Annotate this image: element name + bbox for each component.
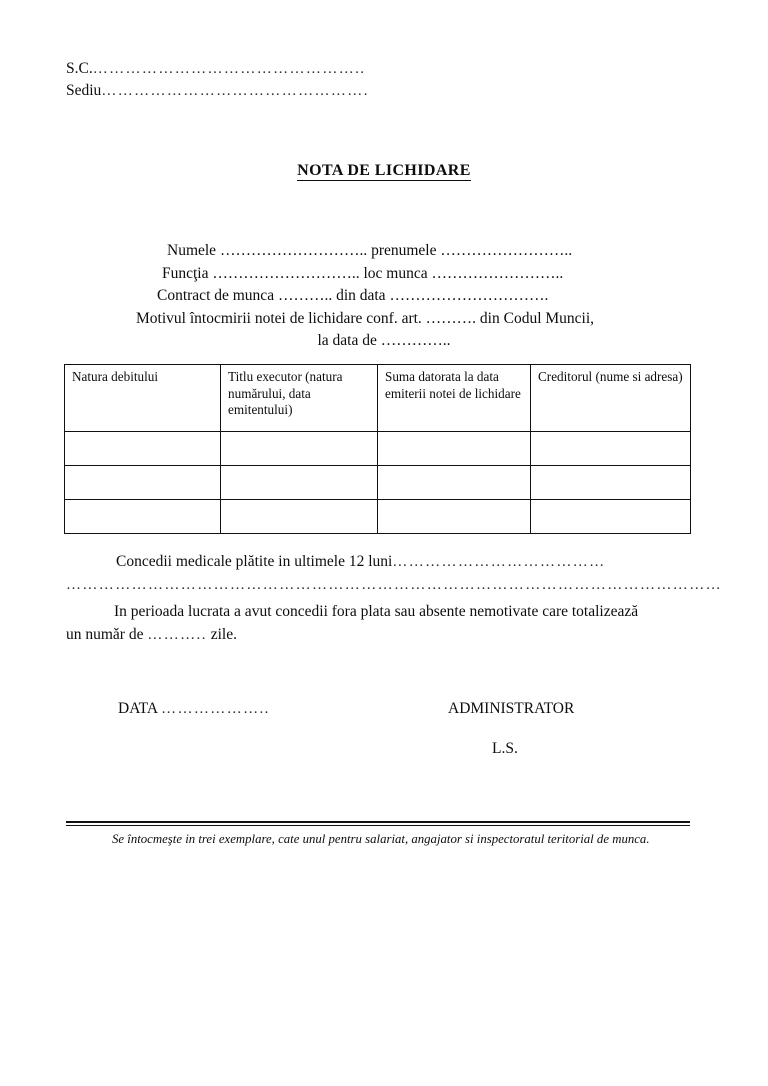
date-field[interactable] bbox=[118, 700, 270, 718]
company-address-row bbox=[66, 80, 686, 102]
table-row bbox=[65, 500, 691, 534]
field-row-function: Funcţia ……………………….. loc munca …………………….. bbox=[162, 264, 564, 282]
company-address-label: Sediu bbox=[66, 82, 102, 99]
page-title bbox=[0, 162, 768, 180]
footer-note: Se întocmeşte in trei exemplare, cate unul pentru salariat, angajator si inspectoratul teritorial de munca. bbox=[112, 832, 650, 846]
unpaid-leave-days-line bbox=[66, 623, 732, 647]
company-name-leader: ………………………………………….. bbox=[92, 61, 366, 77]
table-cell[interactable] bbox=[378, 500, 531, 534]
date-leader: ……………….. bbox=[161, 701, 270, 717]
stamp-label: L.S. bbox=[492, 740, 518, 757]
table-cell[interactable] bbox=[221, 432, 378, 466]
unpaid-leave-days-suffix: zile. bbox=[210, 626, 237, 643]
table-column-header-title-executor bbox=[221, 365, 378, 432]
table-cell[interactable] bbox=[531, 432, 691, 466]
company-header bbox=[66, 58, 686, 102]
table-header-row bbox=[65, 365, 691, 432]
table-column-header-nature bbox=[65, 365, 221, 432]
table-row bbox=[65, 466, 691, 500]
company-name-row bbox=[66, 58, 686, 80]
unpaid-leave-days-leader: ……….. bbox=[147, 627, 207, 643]
table-column-header-nature-text: Natura debitului bbox=[72, 369, 159, 384]
medical-leave-leader: ………………………………… bbox=[392, 554, 606, 570]
table-cell[interactable] bbox=[531, 500, 691, 534]
field-row-name: Numele ……………………….. prenumele …………………….. bbox=[167, 242, 573, 259]
table-column-header-title-executor-text: Titlu executor (natura numărului, data emitentului) bbox=[228, 369, 343, 417]
page-title-text: NOTA DE LICHIDARE bbox=[297, 162, 471, 179]
table-cell[interactable] bbox=[531, 466, 691, 500]
table-column-header-amount-text: Suma datorata la data emiterii notei de lichidare bbox=[385, 369, 521, 401]
company-name-label: S.C. bbox=[66, 60, 93, 77]
table-cell[interactable] bbox=[65, 466, 221, 500]
field-row-contract: Contract de munca ……….. din data …………………………. bbox=[157, 287, 549, 304]
table-column-header-creditor-text: Creditorul (nume si adresa) bbox=[538, 369, 683, 384]
debt-table bbox=[64, 364, 691, 534]
medical-leave-continuation-leader: ………………………………………………………………………………………………………… bbox=[66, 577, 722, 593]
identification-block bbox=[0, 240, 768, 353]
footer-divider bbox=[66, 821, 690, 826]
table-cell[interactable] bbox=[65, 432, 221, 466]
administrator-label: ADMINISTRATOR bbox=[448, 700, 575, 717]
signature-row bbox=[0, 700, 768, 740]
unpaid-leave-block bbox=[66, 600, 732, 647]
medical-leave-label: Concedii medicale plătite in ultimele 12 luni bbox=[116, 553, 393, 570]
medical-leave-block bbox=[66, 551, 722, 595]
table-cell[interactable] bbox=[378, 432, 531, 466]
table-cell[interactable] bbox=[221, 466, 378, 500]
unpaid-leave-paragraph: In perioada lucrata a avut concedii fora plata sau absente nemotivate care totalizează bbox=[114, 603, 639, 620]
date-label: DATA bbox=[118, 700, 158, 717]
table-column-header-amount bbox=[378, 365, 531, 432]
company-address-leader: …………………………………………. bbox=[101, 83, 369, 99]
table-column-header-creditor bbox=[531, 365, 691, 432]
table-cell[interactable] bbox=[221, 500, 378, 534]
medical-leave-line bbox=[66, 551, 706, 573]
signature-block bbox=[0, 700, 768, 757]
unpaid-leave-days-label: un numǎr de bbox=[66, 626, 144, 643]
field-row-reason: Motivul întocmirii notei de lichidare conf. art. ………. din Codul Muncii, bbox=[136, 309, 595, 327]
table-cell[interactable] bbox=[378, 466, 531, 500]
table-cell[interactable] bbox=[65, 500, 221, 534]
table-row bbox=[65, 432, 691, 466]
field-row-date: la data de ………….. bbox=[317, 332, 451, 349]
